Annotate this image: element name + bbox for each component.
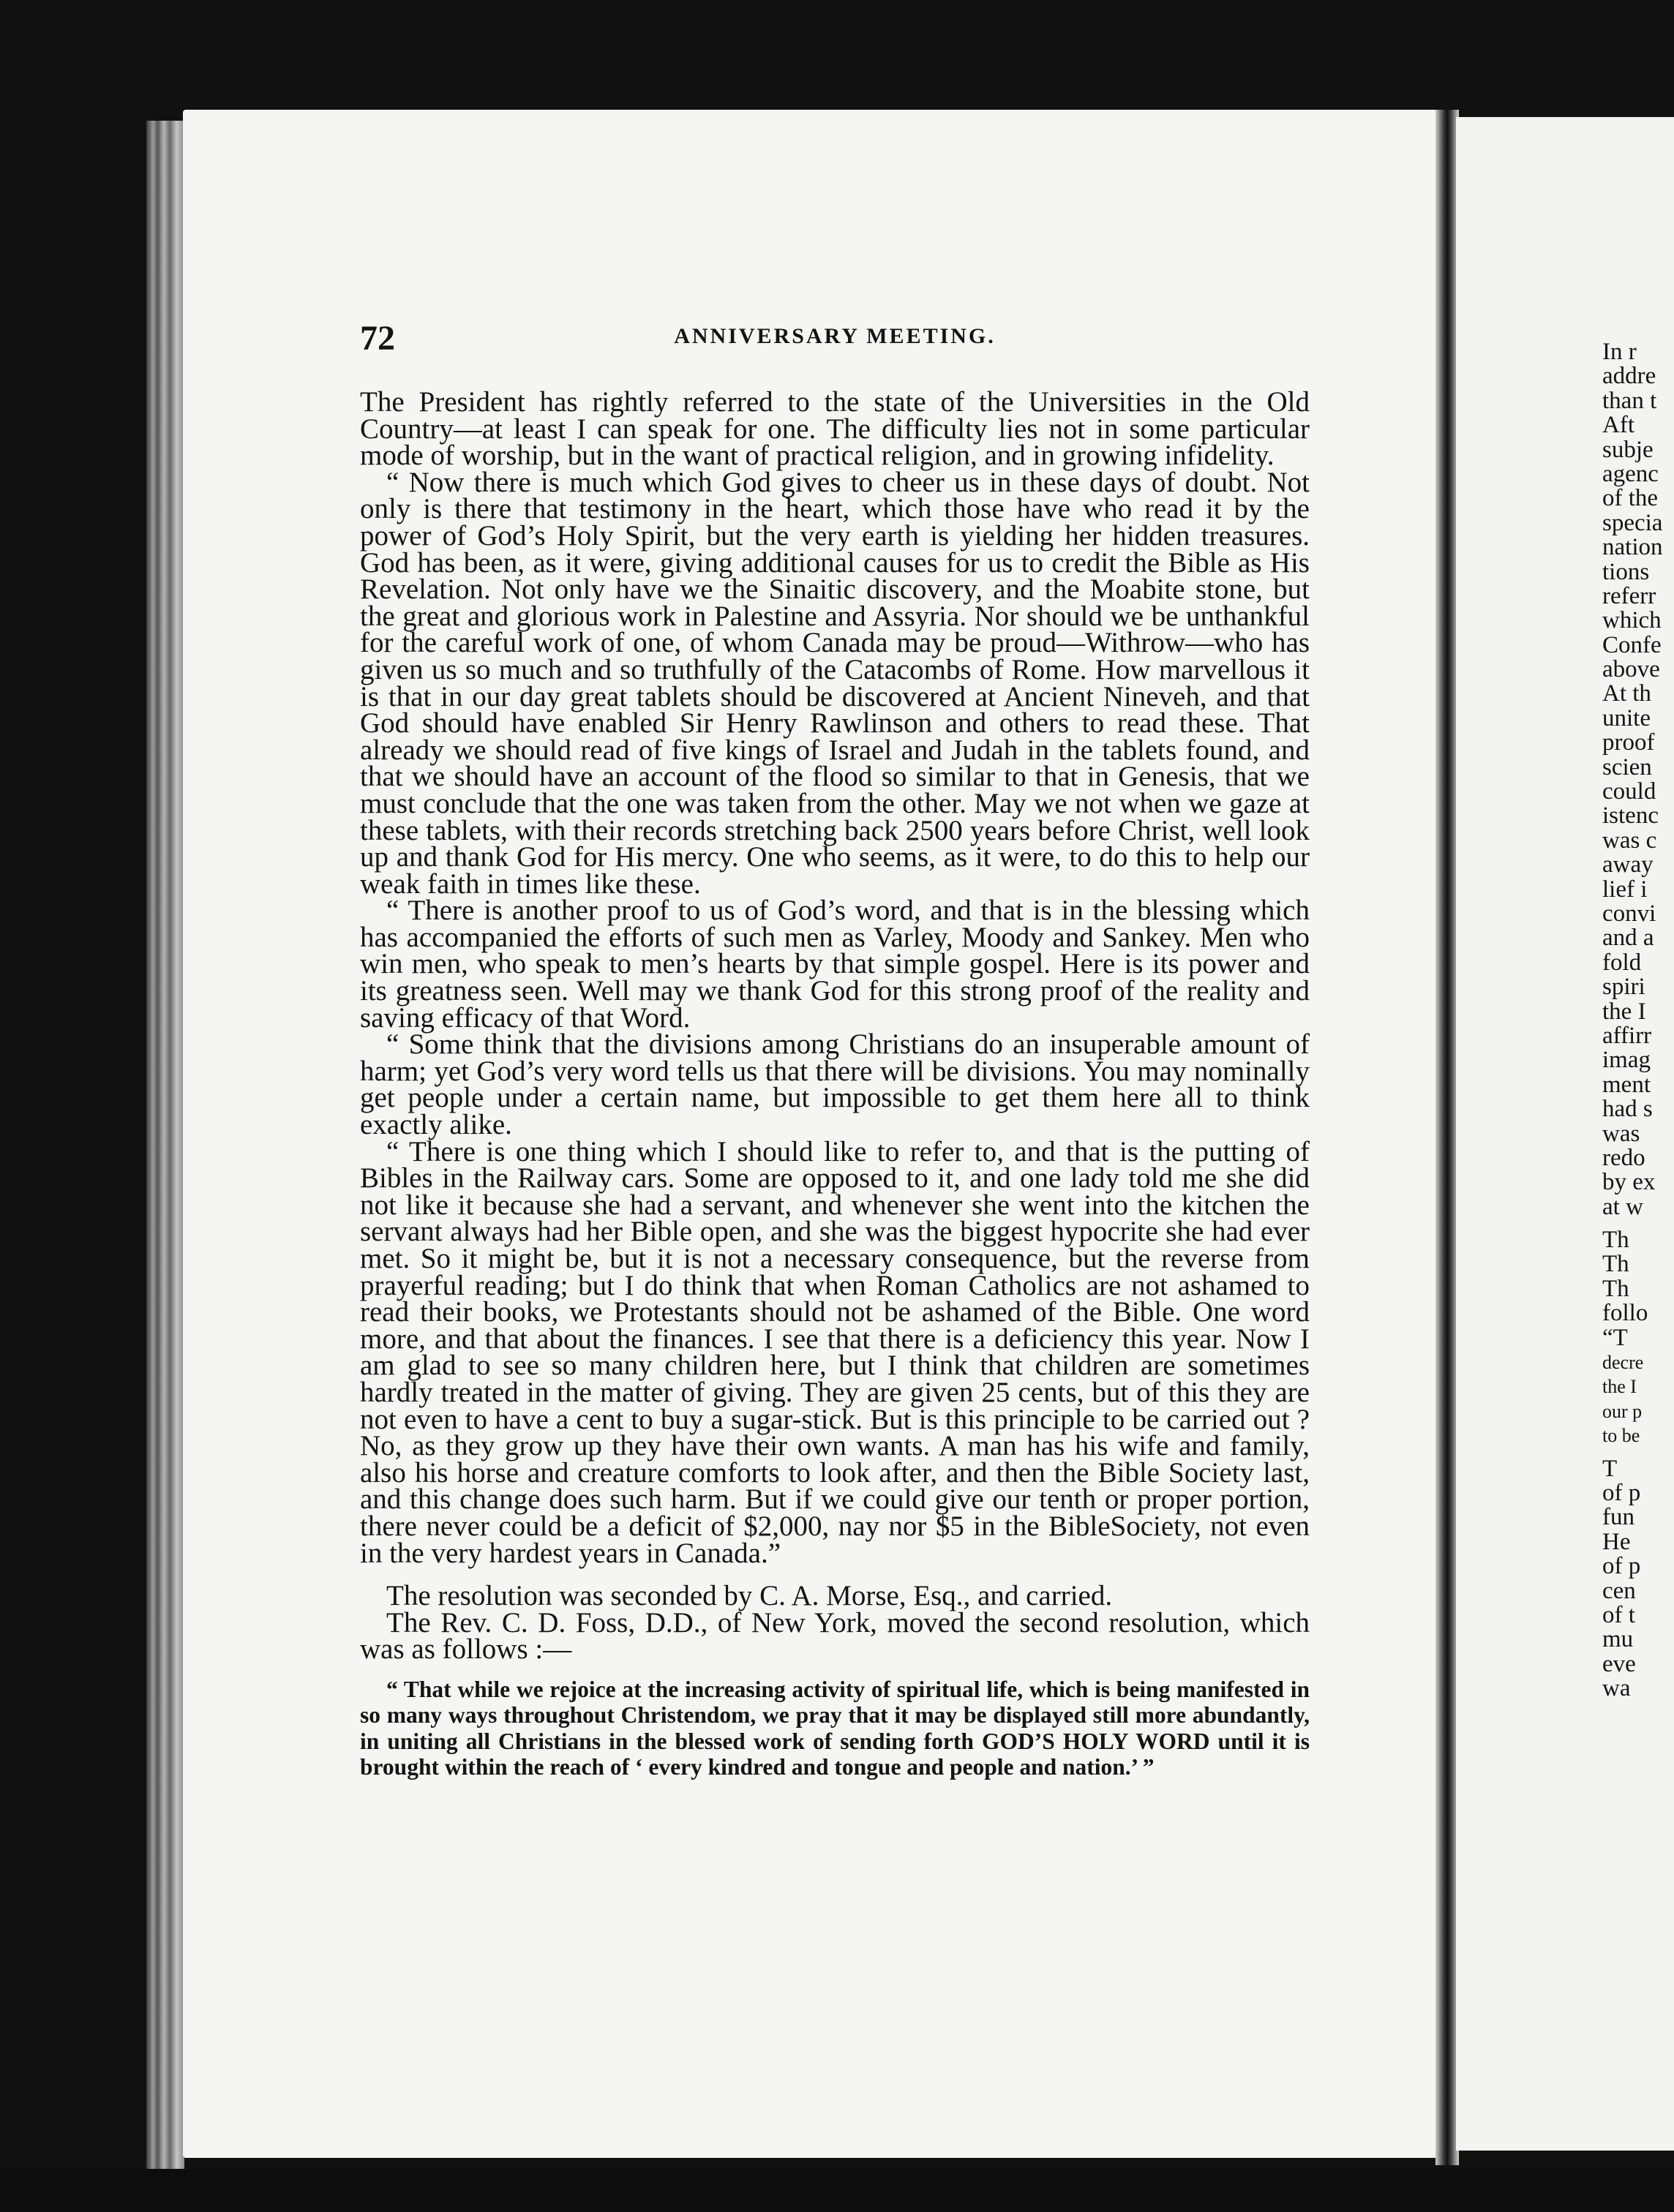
facing-line: addre	[1602, 363, 1656, 390]
facing-line: follo	[1602, 1300, 1648, 1327]
facing-line: nation	[1602, 534, 1663, 561]
running-head: ANNIVERSARY MEETING.	[674, 324, 996, 348]
paragraph: “ There is another proof to us of God’s word, and that is in the blessing which has accompanied the efforts of such men as Varley, Moody and Sankey. Men who win men, who speak to men’s hearts by that simple gospel. Here is its power and its greatness seen. Well may we thank God for this strong proof of the reality and saving efficacy of that Word.	[360, 895, 1310, 1034]
body-text	[360, 386, 1310, 1780]
facing-line: Th	[1602, 1227, 1629, 1254]
facing-line: referr	[1602, 582, 1656, 609]
page-number: 72	[360, 319, 395, 358]
facing-line: mu	[1602, 1626, 1634, 1653]
facing-line: Th	[1602, 1275, 1629, 1302]
facing-line: Aft	[1602, 412, 1634, 439]
facing-line: by ex	[1602, 1169, 1656, 1196]
facing-line: Th	[1602, 1251, 1629, 1278]
facing-line: above	[1602, 656, 1660, 683]
facing-line: at w	[1602, 1193, 1643, 1220]
facing-line: eve	[1602, 1650, 1636, 1677]
facing-line: convi	[1602, 900, 1656, 927]
facing-line: was	[1602, 1120, 1640, 1147]
facing-line: which	[1602, 607, 1662, 634]
facing-line: ment	[1602, 1071, 1651, 1098]
facing-page-text	[1602, 340, 1674, 1701]
paragraph: The resolution was seconded by C. A. Morse, Esq., and carried.	[386, 1580, 1113, 1612]
facing-line: He	[1602, 1528, 1631, 1555]
facing-line: than t	[1602, 387, 1657, 414]
facing-line: could	[1602, 778, 1656, 805]
facing-line: proof	[1602, 729, 1655, 756]
facing-line: the I	[1602, 1376, 1637, 1398]
facing-line: In r	[1602, 340, 1637, 365]
book-page-edges	[146, 121, 184, 2183]
page-header	[360, 318, 1310, 362]
facing-line: T	[1602, 1455, 1618, 1482]
facing-line: subje	[1602, 436, 1654, 463]
facing-line: away	[1602, 851, 1654, 879]
facing-line: of p	[1602, 1553, 1641, 1580]
facing-line: istenc	[1602, 802, 1659, 830]
facing-line: to be	[1602, 1425, 1640, 1447]
facing-line: scien	[1602, 753, 1652, 780]
facing-line: At th	[1602, 680, 1651, 707]
facing-line: unite	[1602, 704, 1651, 731]
facing-line: fold	[1602, 949, 1642, 976]
facing-line: and a	[1602, 925, 1654, 952]
facing-line: fun	[1602, 1504, 1634, 1531]
facing-line: our p	[1602, 1400, 1643, 1422]
resolution-quote: “ That while we rejoice at the increasing activity of spiritual life, which is being manifested in so many ways throughout Christendom, we pray that it may be displayed still more abundantly, in uniting all Christians in the blessed work of sending forth GOD’S HOLY WORD until it is brought within the reach of ‘ every kindred and tongue and people and nation.’ ”	[360, 1676, 1310, 1780]
facing-line: specia	[1602, 509, 1663, 536]
paragraph: “ Now there is much which God gives to cheer us in these days of doubt. Not only is there that testimony in the heart, which those have who read it by the power of God’s Holy Spirit, but the very earth is yielding her hidden treasures. God has been, as it were, giving additional causes for us to credit the Bible as His Revelation. Not only have we the Sinaitic discovery, and the Moabite stone, but the great and glorious work in Palestine and Assyria. Nor should we be unthankful for the careful work of one, of whom Canada may be proud—Withrow—who has given us so much and so truthfully of the Catacombs of Rome. How marvellous it is that in our day great tablets should be discovered at Ancient Nineveh, and that God should have enabled Sir Henry Rawlinson and others to read these. That already we should read of five kings of Israel and Judah in the tablets found, and that we should have an account of the flood so similar to that in Genesis, that we must conclude that the one was taken from the other. May we not when we gaze at these tablets, with their records stretching back 2500 years before Christ, well look up and thank God for His mercy. One who seems, as it were, to do this to help our weak faith in times like these.	[360, 466, 1310, 900]
facing-line: of t	[1602, 1601, 1635, 1628]
scan-background	[0, 2169, 1674, 2212]
facing-line: the I	[1602, 998, 1646, 1025]
paragraph: The President has rightly referred to the state of the Universities in the Old Country—at least I can speak for one. The difficulty lies not in some particular mode of worship, but in the want of practical religion, and in growing infidelity.	[360, 386, 1310, 472]
facing-line: lief i	[1602, 876, 1648, 903]
facing-line: wa	[1602, 1675, 1631, 1701]
facing-line: of p	[1602, 1479, 1641, 1506]
facing-line: “T	[1602, 1324, 1628, 1351]
facing-line: decre	[1602, 1352, 1644, 1374]
facing-line: cen	[1602, 1577, 1636, 1604]
facing-line: spiri	[1602, 974, 1645, 1001]
facing-line: was c	[1602, 827, 1657, 854]
facing-line: tions	[1602, 558, 1650, 585]
paragraph: The Rev. C. D. Foss, D.D., of New York, moved the second resolution, which was as follows :—	[360, 1606, 1310, 1666]
facing-line: imag	[1602, 1047, 1651, 1074]
facing-line: affirr	[1602, 1022, 1652, 1049]
facing-line: of the	[1602, 485, 1659, 512]
facing-line: had s	[1602, 1096, 1653, 1123]
facing-line: agenc	[1602, 460, 1659, 487]
paragraph: “ Some think that the divisions among Christians do an insuperable amount of harm; yet God’s very word tells us that there will be divisions. You may nominally get people under a certain name, but impossible to get them here all to think exactly alike.	[360, 1028, 1310, 1141]
facing-line: redo	[1602, 1144, 1645, 1171]
paragraph: “ There is one thing which I should like to refer to, and that is the putting of Bibles in the Railway cars. Some are opposed to it, and one lady told me she did not like it because she had a servant, and whenever she went into the kitchen the servant always had her Bible open, and she was the biggest hypocrite she had ever met. So it might be, but it is not a necessary consequence, but the reverse from prayerful reading; but I do think that when Roman Catholics are not ashamed to read their books, we Protestants should not be ashamed of the Bible. One word more, and that about the finances. I see that there is a deficiency this year. Now I am glad to see so many children here, but I think that children are sometimes hardly treated in the matter of giving. They are given 25 cents, but of this they are not even to have a cent to buy a sugar-stick. But is this principle to be carried out ? No, as they grow up they have their own wants. A man has his wife and family, also his horse and creature comforts to look after, and then the Bible Society last, and this change does such harm. But if we could give our tenth or proper portion, there never could be a deficit of $2,000, nay nor $5 in the BibleSociety, not even in the very hardest years in Canada.”	[360, 1135, 1310, 1569]
facing-line: Confe	[1602, 631, 1662, 658]
